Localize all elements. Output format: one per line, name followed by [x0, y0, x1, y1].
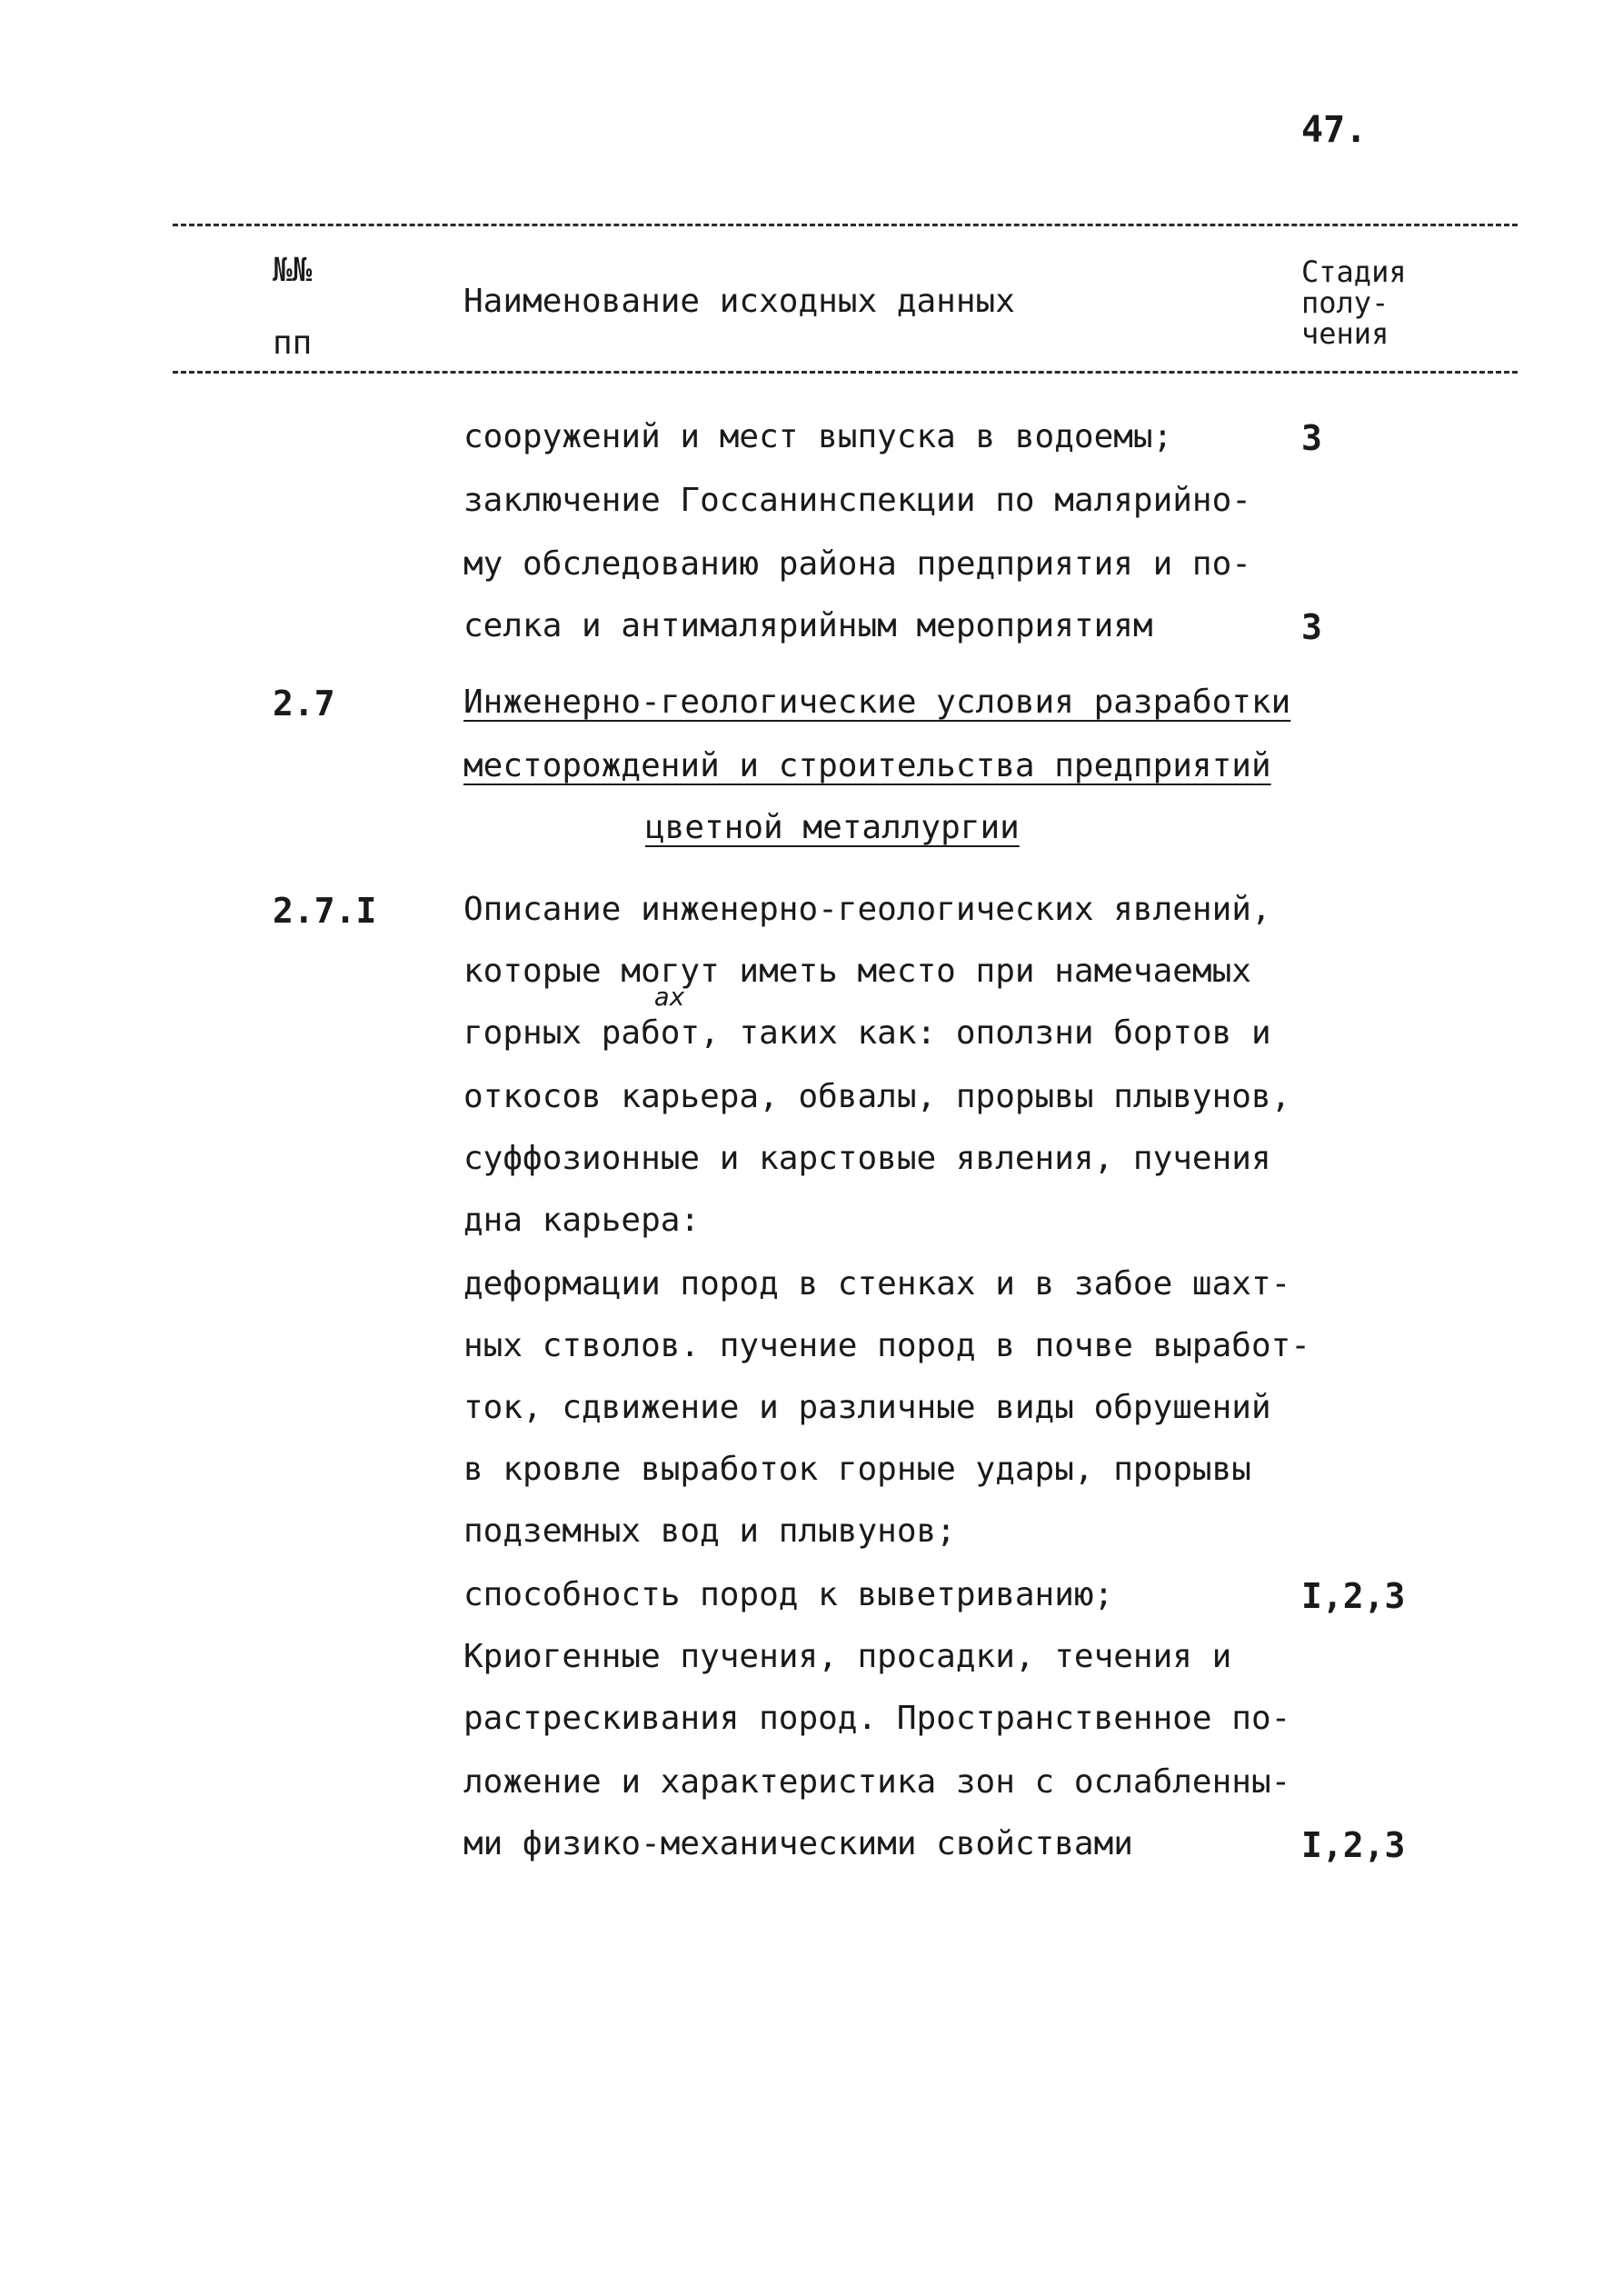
- table-header-bottom-rule: [173, 371, 1518, 374]
- text-line: суффозионные и карстовые явления, пучения: [463, 1140, 1271, 1177]
- column-header-stage-line2: полу-: [1301, 285, 1389, 320]
- text-line: ложение и характеристика зон с ослабленны-: [463, 1763, 1291, 1801]
- text-line: деформации пород в стенках и в забое шахт-: [463, 1265, 1291, 1303]
- section-heading-line: месторождений и строительства предприятий: [463, 747, 1271, 784]
- column-header-number-line1: №№: [273, 252, 313, 289]
- text-line: подземных вод и плывунов;: [463, 1512, 956, 1550]
- text-line: сооружений и мест выпуска в водоемы;: [463, 418, 1173, 455]
- column-header-stage-line3: чения: [1301, 316, 1389, 351]
- column-header-stage-line1: Стадия: [1301, 255, 1407, 289]
- table-header-top-rule: [173, 224, 1518, 226]
- text-line: му обследованию района предприятия и по-: [463, 545, 1251, 583]
- handwritten-correction: ах: [654, 982, 685, 1012]
- stage-value: I,2,3: [1301, 1825, 1406, 1865]
- page-number: 47.: [1301, 109, 1368, 151]
- text-line: растрескивания пород. Пространственное по-: [463, 1700, 1291, 1737]
- text-line: которые могут иметь место при намечаемых: [463, 953, 1251, 990]
- text-line: дна карьера:: [463, 1202, 701, 1239]
- text-line: горных работ, таких как: оползни бортов и: [463, 1014, 1271, 1052]
- column-header-number: [273, 252, 345, 400]
- stage-value: 3: [1301, 418, 1322, 458]
- text-line: в кровле выработок горные удары, прорывы: [463, 1451, 1251, 1488]
- column-header-name: Наименование исходных данных: [463, 283, 1015, 320]
- text-line: заключение Госсанинспекции по малярийно-: [463, 482, 1251, 519]
- section-heading-line: Инженерно-геологические условия разработки: [463, 684, 1291, 721]
- text-line: способность пород к выветриванию;: [463, 1576, 1114, 1613]
- text-line: откосов карьера, обвалы, прорывы плывунов,: [463, 1078, 1291, 1115]
- section-heading-line: цветной металлургии: [645, 809, 1020, 846]
- text-line: ми физико-механическими свойствами: [463, 1825, 1133, 1862]
- stage-value: 3: [1301, 607, 1322, 647]
- column-header-stage: [1301, 256, 1407, 349]
- text-line: Криогенные пучения, просадки, течения и: [463, 1638, 1232, 1675]
- column-header-number-line2: пп: [273, 324, 313, 362]
- text-line: селка и антималярийным мероприятиям: [463, 607, 1153, 644]
- text-line: Описание инженерно-геологических явлений,: [463, 891, 1271, 928]
- text-line: ных стволов. пучение пород в почве выработ-: [463, 1327, 1310, 1364]
- row-number: 2.7: [273, 684, 335, 724]
- stage-value: I,2,3: [1301, 1576, 1406, 1616]
- row-number: 2.7.I: [273, 891, 377, 931]
- text-line: ток, сдвижение и различные виды обрушений: [463, 1389, 1271, 1426]
